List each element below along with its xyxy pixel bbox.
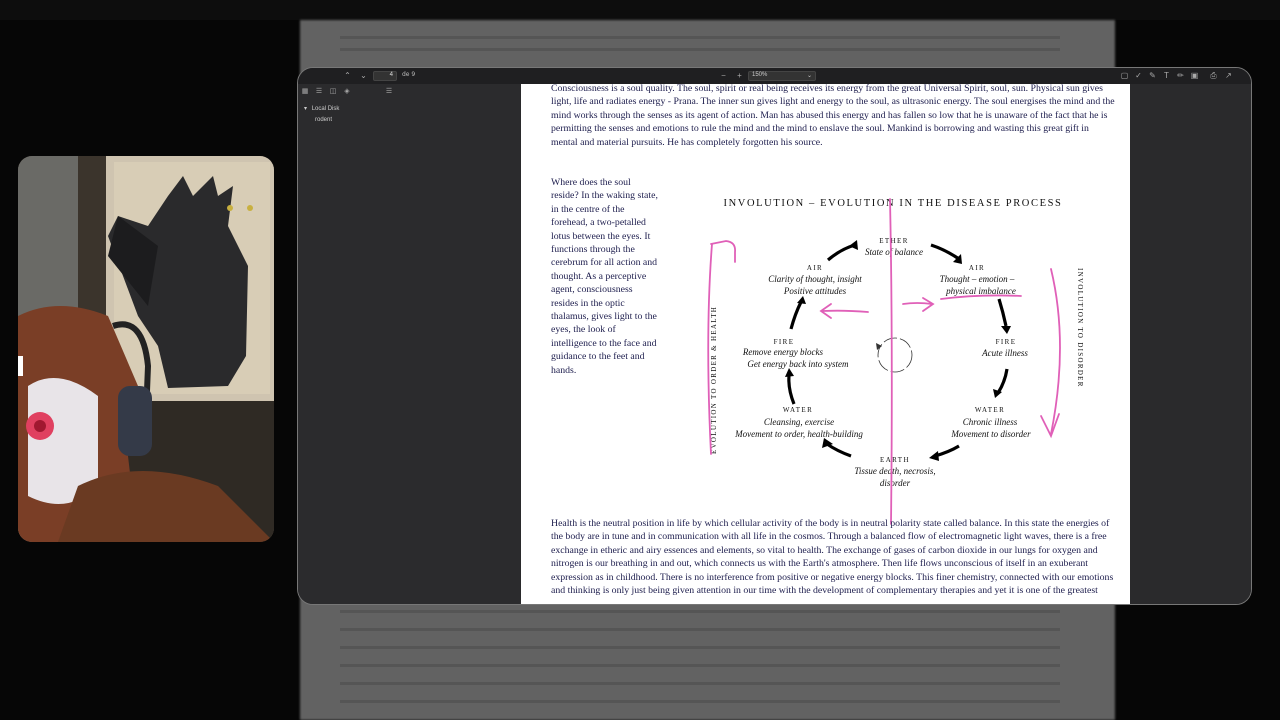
node-water-right-title: WATER: [974, 406, 1006, 414]
node-fire-right-line1: Acute illness: [982, 348, 1028, 358]
node-water-left-title: WATER: [782, 406, 814, 414]
node-air-right-line2: physical imbalance: [946, 286, 1016, 296]
paragraph-health: Health is the neutral position in life by which cellular activity of the body is in neutral polarity state called balance. In this state the energies of the body are in tune and in communication with all life in the cosmos. Through a balanced flow of electromagnetic light waves, there is a free exchange in etheric and airy essences and elements, so vital to health. The exchange of gases of carbon dioxide in our lungs for oxygen and nitrogen is our breathing in and out, which connects us with the Earth's atmosphere. Then life flows unconscious of itself in an exuberant expression as in childhood. There is no interference from positive or negative energy blocks. This finer chemistry, connected with our emotions and thinking is only just being given attention in our time with the development of complementary therapies and yet it is one of the greatest: [551, 518, 1114, 597]
diagram-title: INVOLUTION – EVOLUTION IN THE DISEASE PROCESS: [723, 198, 1063, 209]
outline-icon[interactable]: ☰: [315, 88, 323, 95]
background-top-bar: [0, 0, 1280, 20]
node-water-right-line1: Chronic illness: [962, 417, 1018, 427]
pen-icon[interactable]: ✎: [1149, 71, 1156, 80]
node-earth-title: EARTH: [880, 456, 910, 464]
node-ether-sub: State of balance: [865, 247, 923, 257]
node-air-left-line2: Positive attitudes: [783, 286, 847, 296]
comment-icon[interactable]: ▢: [1120, 71, 1129, 80]
document-page: [521, 84, 1130, 605]
background-text-line: [340, 700, 1060, 703]
node-earth-line1: Tissue death, necrosis,: [854, 466, 936, 476]
print-icon[interactable]: ⎙: [1210, 71, 1217, 80]
sidebar-options-icon[interactable]: ☰: [385, 88, 393, 95]
arrow-water-to-fire-left: [789, 376, 794, 404]
page-total-label: de 9: [402, 71, 416, 78]
chevron-down-icon: ⌄: [806, 73, 812, 79]
pdf-viewer-window: [297, 67, 1252, 605]
centre-cycle-icon: [878, 338, 912, 372]
node-air-right-line1: Thought – emotion –: [939, 274, 1015, 284]
thumbnails-icon[interactable]: ▦: [301, 88, 309, 95]
export-icon[interactable]: ↗: [1225, 71, 1232, 80]
sidebar-tabs: [300, 87, 352, 99]
edit-icon[interactable]: ✏: [1177, 71, 1184, 80]
node-air-right-title: AIR: [968, 264, 986, 272]
image-icon[interactable]: ▣: [1190, 71, 1199, 80]
highlight-icon[interactable]: ✓: [1135, 71, 1142, 80]
webcam-overlay: [18, 156, 274, 542]
right-arc-label: INVOLUTION TO DISORDER: [1076, 268, 1084, 388]
node-fire-left-line2: Get energy back into system: [747, 359, 849, 369]
background-text-line: [340, 36, 1060, 39]
annotation-left-hook: [711, 241, 735, 262]
zoom-value: 150%: [752, 72, 768, 78]
node-ether-title: ETHER: [879, 237, 909, 245]
arrow-ether-to-air-right: [931, 245, 959, 259]
node-earth-line2: disorder: [879, 478, 911, 488]
arrow-air-to-ether: [828, 245, 855, 260]
left-arc-label: EVOLUTION TO ORDER & HEALTH: [710, 305, 718, 454]
node-air-left-title: AIR: [806, 264, 824, 272]
tree-item-label: Local Disk: [311, 106, 340, 112]
viewer-sidebar: [298, 84, 520, 605]
background-text-line: [340, 48, 1060, 51]
node-water-left-line2: Movement to order, health-building: [735, 429, 863, 439]
background-text-line: [340, 628, 1060, 631]
attachments-icon[interactable]: ◫: [329, 88, 337, 95]
chevron-up-icon[interactable]: ⌃: [344, 71, 351, 80]
background-text-line: [340, 610, 1060, 613]
arrow-fire-to-air-left: [791, 302, 801, 329]
node-water-right-line2: Movement to disorder: [951, 429, 1031, 439]
annotation-right-arrowhead: [1041, 414, 1059, 436]
node-air-left-line1: Clarity of thought, insight: [768, 274, 862, 284]
chevron-down-icon[interactable]: ⌄: [360, 71, 367, 80]
background-text-line: [340, 664, 1060, 667]
tree-item-rodent[interactable]: [304, 115, 339, 126]
file-tree: [304, 104, 339, 126]
annotation-right-arc: [1051, 269, 1060, 434]
node-fire-left-title: FIRE: [773, 338, 795, 346]
zoom-in-button[interactable]: +: [737, 71, 742, 80]
background-text-line: [340, 646, 1060, 649]
zoom-select[interactable]: [748, 71, 816, 81]
zoom-out-button[interactable]: −: [721, 71, 726, 80]
paragraph-consciousness: Consciousness is a soul quality. The soul, spirit or real being receives its energy from the great Universal Spirit, soul, sun. Physical sun gives light, life and radiates energy - Prana. The inner sun gives light and energy to the soul, as ultrasonic energy. The soul energises the mind and the mind works through the senses as its agent of action. Man has abused this energy and has fallen so low that he is unaware of the fact that he is permitting the senses and emotions to rule the mind and the mind to enslave the soul. Mankind is borrowing and wasting this great gift in mental and material pursuits. He has completely forgotten his source.: [551, 84, 1115, 148]
node-fire-right-title: FIRE: [995, 338, 1017, 346]
right-gutter: [1130, 84, 1252, 605]
layers-icon[interactable]: ◈: [344, 88, 350, 95]
webcam-feed-image: [18, 156, 274, 542]
annotation-right-arrow: [903, 298, 933, 311]
annotation-left-arrow: [821, 304, 868, 318]
page-number-input[interactable]: 4: [373, 71, 397, 81]
text-icon[interactable]: T: [1164, 71, 1169, 80]
viewer-toolbar: [298, 68, 1252, 84]
node-water-left-line1: Cleansing, exercise: [763, 417, 835, 427]
node-fire-left-line1: Remove energy blocks: [742, 347, 824, 357]
paragraph-soul: Where does the soul reside? In the waking state, in the centre of the forehead, a two-petalled lotus between the eyes. It functions through the cerebrum for all action and thought. As a perceptive agent, consciousness resides in the optic thalamus, gives light to the eyes, the look of intelligence to the face and guidance to the feet and hands.: [551, 177, 658, 376]
arrow-fire-to-water-right: [998, 369, 1007, 393]
chevron-down-icon: ▾: [304, 106, 308, 112]
tree-item-local-disk[interactable]: [304, 104, 339, 115]
arrow-water-to-earth: [935, 446, 959, 456]
tree-item-label: rodent: [315, 117, 333, 123]
arrow-earth-to-water-left: [827, 444, 851, 456]
background-text-line: [340, 682, 1060, 685]
arrow-air-to-fire-right: [999, 299, 1006, 326]
